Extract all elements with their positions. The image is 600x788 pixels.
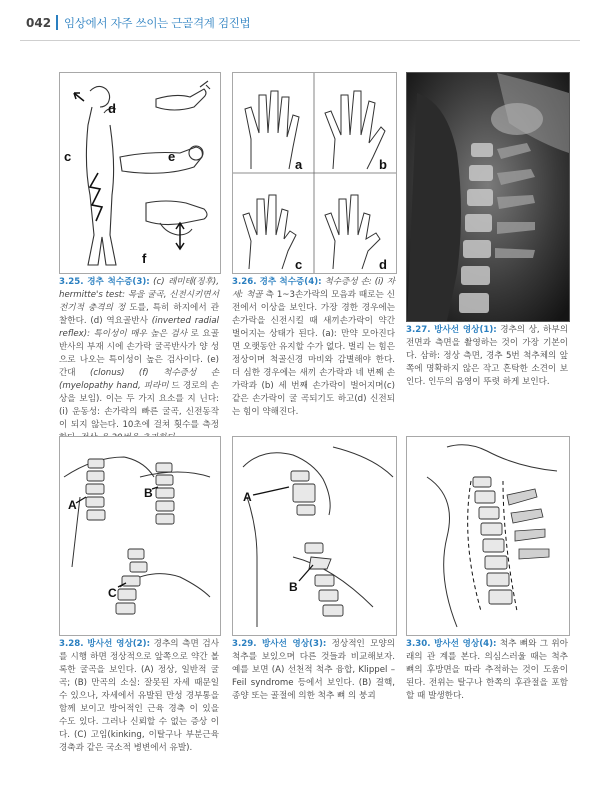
header-rule (20, 40, 580, 41)
caption-3-27 (406, 324, 568, 389)
caption-3-26-line: 만약 모아진다면 오랫동안 유지할 수가 없다. 벌리 (232, 329, 396, 352)
caption-3-25-line: (c) 레미테(징후), hermitte's (59, 277, 220, 300)
caption-3-28-line: 보인다. (A) 정상, 일반적 굴곡; (B) 만곡의 소실: (59, 665, 219, 688)
caption-3-30 (406, 638, 568, 703)
caption-3-28-line: 잘못된 자세 때문일 수 있으나, 자세에서 유발된 (59, 678, 219, 701)
caption-3-28-line: 같은 국소적 병변에서 유발). (86, 743, 193, 753)
figure-3-29-label-b: B (289, 580, 298, 594)
caption-3-28-line: 하면 정상적으로 앞쪽으로 약간 볼록한 굴곡을 (59, 652, 220, 675)
caption-3-26-line: 척수증성 손: (i) 자세: 척골 (232, 277, 395, 300)
caption-3-30-line: 척추 뼈와 그 위아래의 관 (406, 639, 569, 662)
figure-3-25-label-c: c (64, 149, 72, 164)
caption-3-25-lead: 3.25. 경추 척수증(3): (59, 277, 150, 287)
running-title: 임상에서 자주 쓰이는 근골격계 검진법 (64, 16, 251, 30)
caption-3-27-line: 작고 흔탁한 소견이 보인다. 인두의 음영이 뚜렷 (406, 364, 568, 387)
caption-3-26 (232, 276, 395, 419)
caption-3-26-line: 측 1~3손가락의 모음과 때로는 신전에서 이상을 (232, 290, 395, 313)
figure-3-25-label-e: e (168, 149, 176, 164)
caption-3-27-line: 측면을 촬영하는 것이 가장 기본이다. 삼하: 정상 (406, 338, 569, 361)
figure-3-26-illustration (232, 72, 397, 274)
caption-3-25 (59, 276, 219, 445)
caption-3-29-line: 보인다. (B) 결핵, 종양 또는 골절에 의한 척추 뼈 (232, 678, 395, 701)
caption-3-30-lead: 3.30. 방사선 영상(4): (406, 639, 497, 649)
caption-3-28-line: 만성 경부통을 함께 보이고 방어적인 근육 경축 (59, 691, 220, 714)
caption-3-25-line: 성으로 나오는 특이성이 높은 검사이다. (e) 간대 (59, 342, 220, 378)
caption-3-26-lead: 3.26. 경추 척수증(4): (232, 277, 322, 287)
figure-3-27-xray-drawing (407, 73, 569, 321)
caption-3-25-line: 되지 않는다. 10초에 걸쳐 횟수를 측정 (70, 420, 219, 430)
page-number: 042 (26, 16, 52, 30)
caption-3-29-line: 정상적인 모양의 척추를 (232, 639, 395, 662)
header-accent-bar (56, 15, 58, 30)
caption-3-26-line: (b) 세 번째 손가락이 벌어지며(c) 같은 손가락이 굴 (232, 381, 395, 404)
figure-3-28-label-a: A (68, 498, 77, 512)
caption-3-30-line: 한쪽의 후관절을 포함할 때 발생한다. (406, 678, 569, 701)
caption-3-29 (232, 638, 395, 703)
caption-3-25-line: 드 경로의 손상을 보임). 이는 두 가지 요소를 지 (59, 381, 219, 404)
figure-3-29-label-a: A (243, 490, 252, 504)
figure-3-28-drawing (60, 437, 220, 635)
caption-3-28-line: 이 있을 수도 있다. 그러나 신뢰할 수 없는 증상 (59, 704, 219, 727)
figure-3-30-illustration (406, 436, 570, 636)
caption-3-25-line: (clonus) (f) 척수증성 손(myelopathy hand, 피라미 (59, 368, 220, 391)
figure-3-30-drawing (407, 437, 569, 635)
caption-3-26-line: 는 힘은 정상이며 척골신경 마비와 감별해야 한다. (232, 342, 395, 365)
figure-3-25-drawing (60, 73, 220, 273)
figure-3-25-label-d: d (108, 101, 116, 116)
figure-3-25-label-f: f (142, 251, 147, 266)
figure-3-28-illustration (59, 436, 221, 636)
caption-3-25-line: test: 목을 굴곡, 신전시키면서 전기적 충격의 정 (59, 290, 220, 313)
caption-3-30-line: 계를 본다. 의심스러울 때는 척추 뼈의 후방면을 (406, 652, 568, 675)
figure-3-26-label-b: b (379, 157, 387, 172)
caption-3-27-line: 경추의 상, 하부의 전면과 (406, 325, 568, 348)
figure-3-26-label-a: a (295, 157, 303, 172)
figure-3-28-label-b: B (144, 486, 153, 500)
caption-3-29-line: 선천적 척추 융합, Klippel – Feil syndrome 등에서 (232, 665, 395, 688)
page-header (0, 0, 600, 42)
figure-3-26-label-d: d (379, 257, 387, 272)
caption-3-28-lead: 3.28. 방사선 영상(2): (59, 639, 151, 649)
caption-3-25-line: 도를, 특히 하지에서 관찰한다. (d) 역요골반사 (59, 303, 220, 326)
caption-3-25-line: 닌다: (i) 운동성: 손가락의 빠른 굴곡, 신전동작이 (59, 394, 220, 430)
figure-3-28-label-c: C (108, 586, 117, 600)
caption-3-27-line: 측면, 경추 5번 척추체의 앞쪽에 명확하지 않은 (406, 351, 568, 374)
caption-3-26-line: 때 새끼손가락이 약간 벌어지는 상태가 된다. (a): (232, 316, 395, 339)
figure-3-26-label-c: c (295, 257, 303, 272)
caption-3-28-line: 이다. (C) 고임(kinking, 이탈구나 부분근육경축과 (59, 717, 219, 753)
caption-3-29-lead: 3.29. 방사선 영상(3): (232, 639, 327, 649)
figure-3-29-illustration (232, 436, 397, 636)
figure-3-27-xray-image (406, 72, 570, 322)
caption-3-28 (59, 638, 219, 755)
caption-3-26-line: 보인다. 가장 경한 경우에는 손가락을 신전시킬 (232, 303, 395, 326)
caption-3-27-line: 하게 보인다. (502, 377, 550, 387)
caption-3-28-line: 경추의 측면 검사를 시행 (59, 639, 219, 662)
figure-3-25-illustration (59, 72, 221, 274)
caption-3-26-line: 더 심한 경우에는 새끼 손가락과 네 번째 손가락과 (232, 368, 395, 391)
caption-3-27-lead: 3.27. 방사선 영상(1): (406, 325, 497, 335)
caption-3-30-line: 따라 추적하는 것이 도움이 된다. 전위는 탈구나 (406, 665, 569, 688)
caption-3-25-line: 로 요골 반사의 부재 시에 손가락 굴곡반사가 양 (59, 329, 219, 352)
caption-3-29-line: 의 붕괴 (348, 691, 376, 701)
figure-3-29-drawing (233, 437, 396, 635)
caption-3-29-line: 보있으며 다른 것들과 비교해보자. 예를 보면 (A) (232, 652, 396, 675)
figure-3-26-drawing (233, 73, 396, 273)
caption-3-25-line: (inverted radial reflex): 특이성이 매우 높은 검사 (59, 316, 219, 339)
caption-3-26-line: 곡되기도 하고(d) 신전되는 힘이 약해진다. (232, 394, 395, 417)
